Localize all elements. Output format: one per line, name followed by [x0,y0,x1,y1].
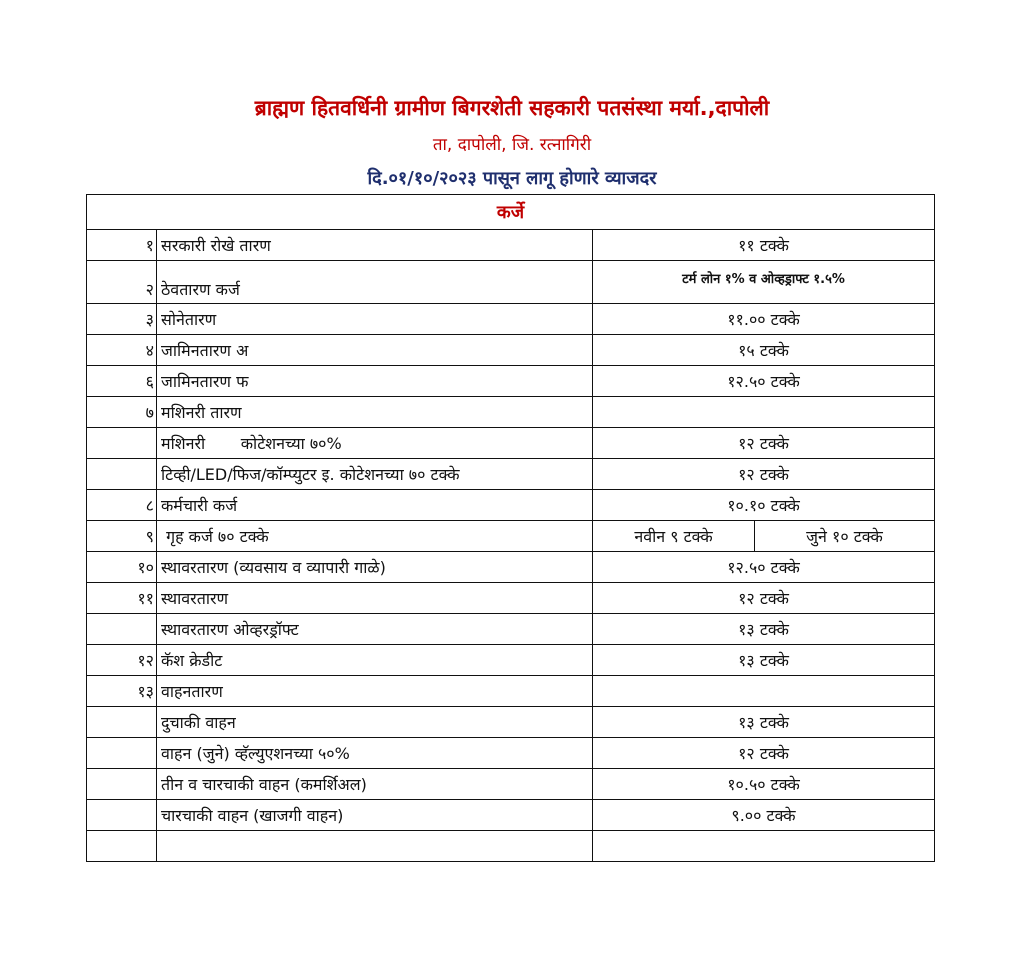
interest-rate-cell: टर्म लोन १% व ओव्हड्राफ्ट १.५% [593,261,935,304]
table-row [87,707,935,738]
row-serial-number: १० [87,552,157,583]
loan-type-label: चारचाकी वाहन (खाजगी वाहन) [157,800,593,831]
table-row [87,459,935,490]
interest-rate-cell [593,397,935,428]
interest-rate-cell [593,831,935,862]
loans-section-label: कर्जे [87,195,935,230]
row-serial-number [87,614,157,645]
loan-type-label: गृह कर्ज ७० टक्के [157,521,593,552]
table-row [87,552,935,583]
interest-rate-cell: ९.०० टक्के [593,800,935,831]
interest-rate-cell: १२ टक्के [593,583,935,614]
table-row [87,304,935,335]
row-serial-number: १३ [87,676,157,707]
table-row [87,645,935,676]
row-serial-number: ७ [87,397,157,428]
row-serial-number: ४ [87,335,157,366]
loan-type-label: मशिनरी कोटेशनच्या ७०% [157,428,593,459]
loan-type-label [157,831,593,862]
interest-rate-cell [593,676,935,707]
row-serial-number [87,707,157,738]
loan-type-label: कॅश क्रेडीट [157,645,593,676]
interest-rate-cell: १२ टक्के [593,459,935,490]
row-serial-number: १२ [87,645,157,676]
rate-new-cell: नवीन ९ टक्के [593,521,755,552]
loan-type-label: स्थावरतारण (व्यवसाय व व्यापारी गाळे) [157,552,593,583]
table-row [87,614,935,645]
table-row [87,428,935,459]
table-section-header-row [87,195,935,230]
table-row [87,738,935,769]
interest-rate-cell: ११.०० टक्के [593,304,935,335]
table-row [87,521,935,552]
rate-old-cell: जुने १० टक्के [755,521,935,552]
row-serial-number: ८ [87,490,157,521]
table-row [87,490,935,521]
row-serial-number: २ [87,261,157,304]
table-row [87,800,935,831]
loan-type-label: जामिनतारण अ [157,335,593,366]
interest-rate-cell: १३ टक्के [593,614,935,645]
row-serial-number [87,800,157,831]
loan-type-label: दुचाकी वाहन [157,707,593,738]
rate-effective-heading: दि.०१/१०/२०२३ पासून लागू होणारे व्याजदर [367,168,657,189]
row-serial-number: ३ [87,304,157,335]
interest-rate-cell: १३ टक्के [593,707,935,738]
loan-type-label: टिव्ही/LED/फिज/कॉम्प्युटर इ. कोटेशनच्या ७० टक्के [157,459,593,490]
row-serial-number [87,428,157,459]
table-row [87,335,935,366]
loan-type-label: जामिनतारण फ [157,366,593,397]
table-row [87,397,935,428]
interest-rate-cell: १०.५० टक्के [593,769,935,800]
row-serial-number [87,831,157,862]
loan-type-label: स्थावरतारण ओव्हरड्रॉफ्ट [157,614,593,645]
interest-rate-cell: १२ टक्के [593,428,935,459]
table-row [87,366,935,397]
society-title: ब्राह्मण हितवर्धिनी ग्रामीण बिगरशेती सहकारी पतसंस्था मर्या.,दापोली [254,96,770,120]
interest-rate-cell: १२.५० टक्के [593,366,935,397]
table-row [87,230,935,261]
table-row [87,831,935,862]
row-serial-number: ११ [87,583,157,614]
loan-type-label: तीन व चारचाकी वाहन (कमर्शिअल) [157,769,593,800]
loan-type-label: वाहन (जुने) व्हॅल्युएशनच्या ५०% [157,738,593,769]
loan-type-label: वाहनतारण [157,676,593,707]
loan-type-label: सरकारी रोखे तारण [157,230,593,261]
loan-interest-rate-table [86,194,935,862]
row-serial-number: ६ [87,366,157,397]
society-address: ता, दापोली, जि. रत्नागिरी [432,135,592,155]
row-serial-number [87,738,157,769]
table-row [87,676,935,707]
row-serial-number: १ [87,230,157,261]
interest-rate-cell: १३ टक्के [593,645,935,676]
row-serial-number [87,769,157,800]
interest-rate-cell: १२ टक्के [593,738,935,769]
table-row [87,769,935,800]
interest-rate-cell: १२.५० टक्के [593,552,935,583]
interest-rate-cell: १०.१० टक्के [593,490,935,521]
interest-rate-cell: १५ टक्के [593,335,935,366]
loan-type-label: स्थावरतारण [157,583,593,614]
interest-rate-cell: ११ टक्के [593,230,935,261]
loan-type-label: मशिनरी तारण [157,397,593,428]
table-row [87,583,935,614]
row-serial-number: ९ [87,521,157,552]
row-serial-number [87,459,157,490]
loan-type-label: कर्मचारी कर्ज [157,490,593,521]
loan-type-label: सोनेतारण [157,304,593,335]
loan-type-label: ठेवतारण कर्ज [157,261,593,304]
table-row [87,261,935,304]
